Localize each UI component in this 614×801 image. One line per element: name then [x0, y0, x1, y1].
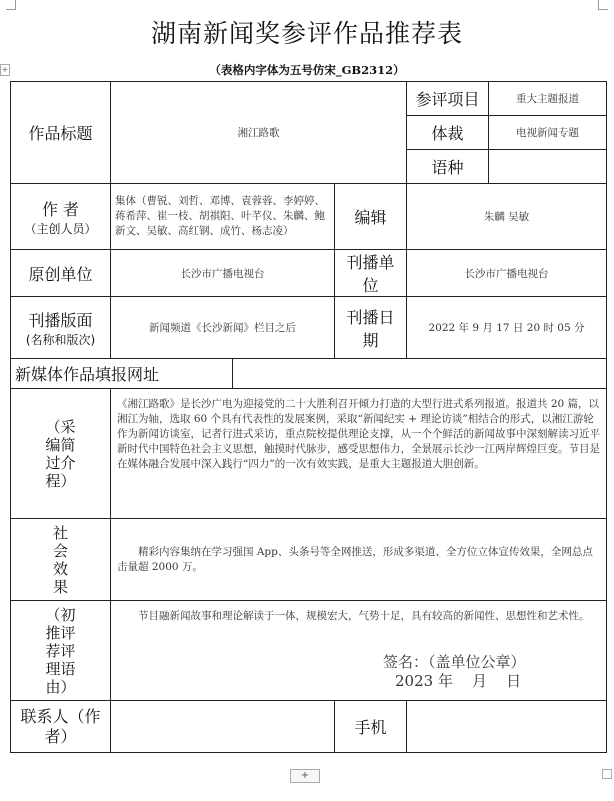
add-row-button[interactable]: + [290, 769, 320, 783]
contact-label: 联系人（作者） [11, 701, 111, 753]
review-label-cell [11, 601, 111, 701]
phone-value[interactable] [407, 701, 607, 753]
signature-block [383, 653, 526, 691]
language-label: 语种 [407, 150, 489, 184]
review-cell[interactable] [111, 601, 607, 701]
work-title-label: 作品标题 [11, 82, 111, 184]
genre-value[interactable]: 电视新闻专题 [489, 116, 607, 150]
table-resize-handle[interactable] [602, 769, 612, 779]
page-title: 湖南新闻奖参评作品推荐表 [150, 19, 463, 48]
publish-section-label: 刊播版面 [28, 310, 93, 330]
work-title-value[interactable]: 湘江路歌 [111, 82, 407, 184]
publish-date-value[interactable]: 2022 年 9 月 17 日 20 时 05 分 [407, 297, 607, 359]
new-media-label: 新媒体作品填报网址 [11, 359, 233, 389]
new-media-url-value[interactable] [233, 359, 607, 389]
recommendation-form-table [10, 81, 607, 753]
author-label-cell [11, 184, 111, 250]
editor-label: 编辑 [335, 184, 407, 250]
review-label: （初推评荐评理语由） [45, 605, 76, 696]
publish-section-value[interactable]: 新闻频道《长沙新闻》栏目之后 [111, 297, 335, 359]
page-corner-mark [6, 0, 16, 10]
origin-unit-value[interactable]: 长沙市广播电视台 [111, 250, 335, 297]
publish-unit-label: 刊播单位 [335, 250, 407, 297]
publish-section-label-cell [11, 297, 111, 359]
effect-label: 社会效果 [52, 523, 68, 596]
author-label: 作 者 [41, 199, 80, 219]
origin-unit-label: 原创单位 [11, 250, 111, 297]
signature-line: 签名：（盖单位公章） [383, 653, 526, 671]
process-text[interactable]: 《湘江路歌》是长沙广电为迎接党的二十大胜利召开倾力打造的大型行进式系列报道。报道共 20 篇，以湘江为轴，选取 60 个具有代表性的发展案例，采取“新闻纪实 + 理论访谈”相结合的形式，以湘江游轮作为新闻访谈室，记者行进式采访，重点院校提供理论支撑，从一个个鲜活的新闻故事中深刻解读习近平新时代中国特色社会主义思想，触摸时代脉步，感受思想伟力，全景展示长沙一江两岸辉煌巨变。节目是在媒体融合发展中深入践行“四力”的一次有效实践，是重大主题报道大胆创新。 [111, 389, 607, 519]
publish-section-sublabel: (名称和版次) [25, 332, 96, 347]
page-corner-mark [598, 0, 608, 10]
publish-unit-value[interactable]: 长沙市广播电视台 [407, 250, 607, 297]
editors-value[interactable]: 朱麟 吴敏 [407, 184, 607, 250]
category-label: 参评项目 [407, 82, 489, 116]
table-move-handle[interactable]: + [1, 65, 9, 74]
effect-text[interactable]: 精彩内容集纳在学习强国 App、头条号等全网推送，形成多渠道、全方位立体宣传效果，全网总点击量超 2000 万。 [111, 519, 607, 601]
authors-value[interactable]: 集体（曹锐、刘哲、邓博、袁蓉蓉、李婷婷、蒋希萍、崔一枝、胡祺阳、叶芊仪、朱麟、鲍新文、吴敏、高红钢、成竹、杨志凌） [111, 184, 335, 250]
language-value[interactable] [489, 150, 607, 184]
review-text: 节目融新闻故事和理论解读于一体，规模宏大，气势十足，具有较高的新闻性、思想性和艺术性。 [138, 610, 590, 622]
process-label: （采编简过介程） [45, 417, 76, 490]
category-value[interactable]: 重大主题报道 [489, 82, 607, 116]
page-subtitle: （表格内字体为五号仿宋_GB2312） [209, 63, 405, 77]
genre-label: 体裁 [407, 116, 489, 150]
author-sublabel: （主创人员） [24, 221, 97, 236]
publish-date-label: 刊播日期 [335, 297, 407, 359]
phone-label: 手机 [335, 701, 407, 753]
sign-date: 2023 年 月 日 [395, 672, 522, 690]
process-label-cell [11, 389, 111, 519]
effect-label-cell [11, 519, 111, 601]
contact-value[interactable] [111, 701, 335, 753]
